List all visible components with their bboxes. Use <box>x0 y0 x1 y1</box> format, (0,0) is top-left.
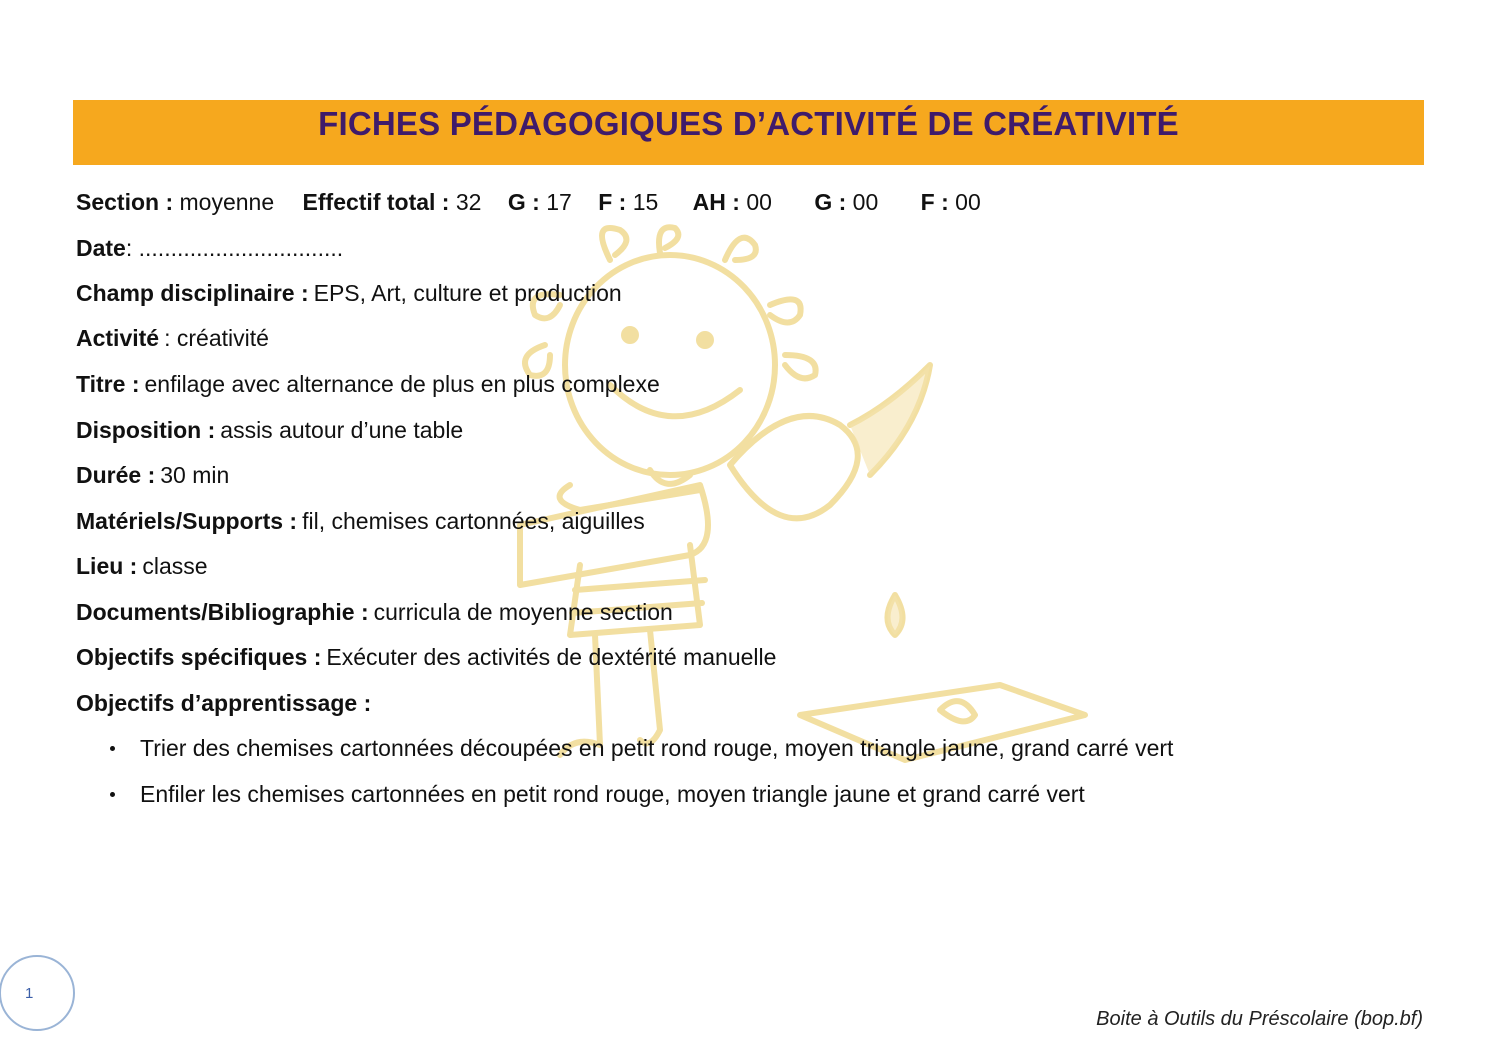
title-banner <box>73 100 1424 165</box>
field-label: Durée : <box>76 462 156 488</box>
field-value: Exécuter des activités de dextérité manuelle <box>326 644 777 670</box>
f1-label: F : <box>598 189 627 215</box>
field-materiels <box>76 506 645 536</box>
field-value: enfilage avec alternance de plus en plus complexe <box>144 371 660 397</box>
field-objectifs-apprentissage <box>76 688 376 718</box>
field-date <box>76 233 343 263</box>
ah-value: 00 <box>746 189 772 215</box>
meta-line <box>76 187 981 217</box>
list-item <box>105 779 1173 825</box>
g1-value: 17 <box>546 189 572 215</box>
f2-value: 00 <box>955 189 981 215</box>
field-value: assis autour d’une table <box>220 417 464 443</box>
field-label: Disposition : <box>76 417 216 443</box>
bullet-icon <box>110 792 115 797</box>
page-number: 1 <box>25 985 34 1002</box>
field-value: : ................................ <box>125 235 344 261</box>
f1-value: 15 <box>632 189 659 215</box>
field-label: Champ disciplinaire : <box>76 280 309 306</box>
effectif-value: 32 <box>455 189 482 215</box>
field-activite <box>76 323 269 353</box>
field-label: Objectifs spécifiques : <box>76 644 322 670</box>
bullet-icon <box>110 746 115 751</box>
field-objectifs-specifiques <box>76 642 776 672</box>
g2-label: G : <box>814 189 847 215</box>
page-number-badge <box>0 955 75 1031</box>
f2-label: F : <box>920 189 949 215</box>
field-value: curricula de moyenne section <box>373 599 673 625</box>
objectives-list <box>105 733 1173 825</box>
field-lieu <box>76 551 208 581</box>
g2-value: 00 <box>852 189 879 215</box>
ah-label: AH : <box>692 189 740 215</box>
field-value: classe <box>142 553 208 579</box>
field-label: Matériels/Supports : <box>76 508 298 534</box>
g1-label: G : <box>507 189 540 215</box>
field-value: : créativité <box>164 325 269 351</box>
field-label: Titre : <box>76 371 140 397</box>
field-label: Documents/Bibliographie : <box>76 599 369 625</box>
field-champ-disciplinaire <box>76 278 622 308</box>
effectif-label: Effectif total : <box>302 189 450 215</box>
objective-text: Trier des chemises cartonnées découpées en petit rond rouge, moyen triangle jaune, grand carré vert <box>140 735 1174 761</box>
section-label: Section : <box>76 189 174 215</box>
field-disposition <box>76 415 463 445</box>
page-title: FICHES PÉDAGOGIQUES D’ACTIVITÉ DE CRÉATIVITÉ <box>318 105 1179 142</box>
field-value: 30 min <box>160 462 230 488</box>
section-value: moyenne <box>179 189 275 215</box>
field-titre <box>76 369 660 399</box>
field-value: fil, chemises cartonnées, aiguilles <box>302 508 645 534</box>
field-label: Activité <box>76 325 160 351</box>
field-documents <box>76 597 673 627</box>
field-value: EPS, Art, culture et production <box>313 280 622 306</box>
objective-text: Enfiler les chemises cartonnées en petit rond rouge, moyen triangle jaune et grand carré vert <box>140 781 1085 807</box>
list-item <box>105 733 1173 779</box>
field-label: Objectifs d’apprentissage : <box>76 690 372 716</box>
field-label: Date <box>76 235 126 261</box>
field-label: Lieu : <box>76 553 138 579</box>
field-duree <box>76 460 229 490</box>
footer-credit: Boite à Outils du Préscolaire (bop.bf) <box>1096 1008 1423 1030</box>
